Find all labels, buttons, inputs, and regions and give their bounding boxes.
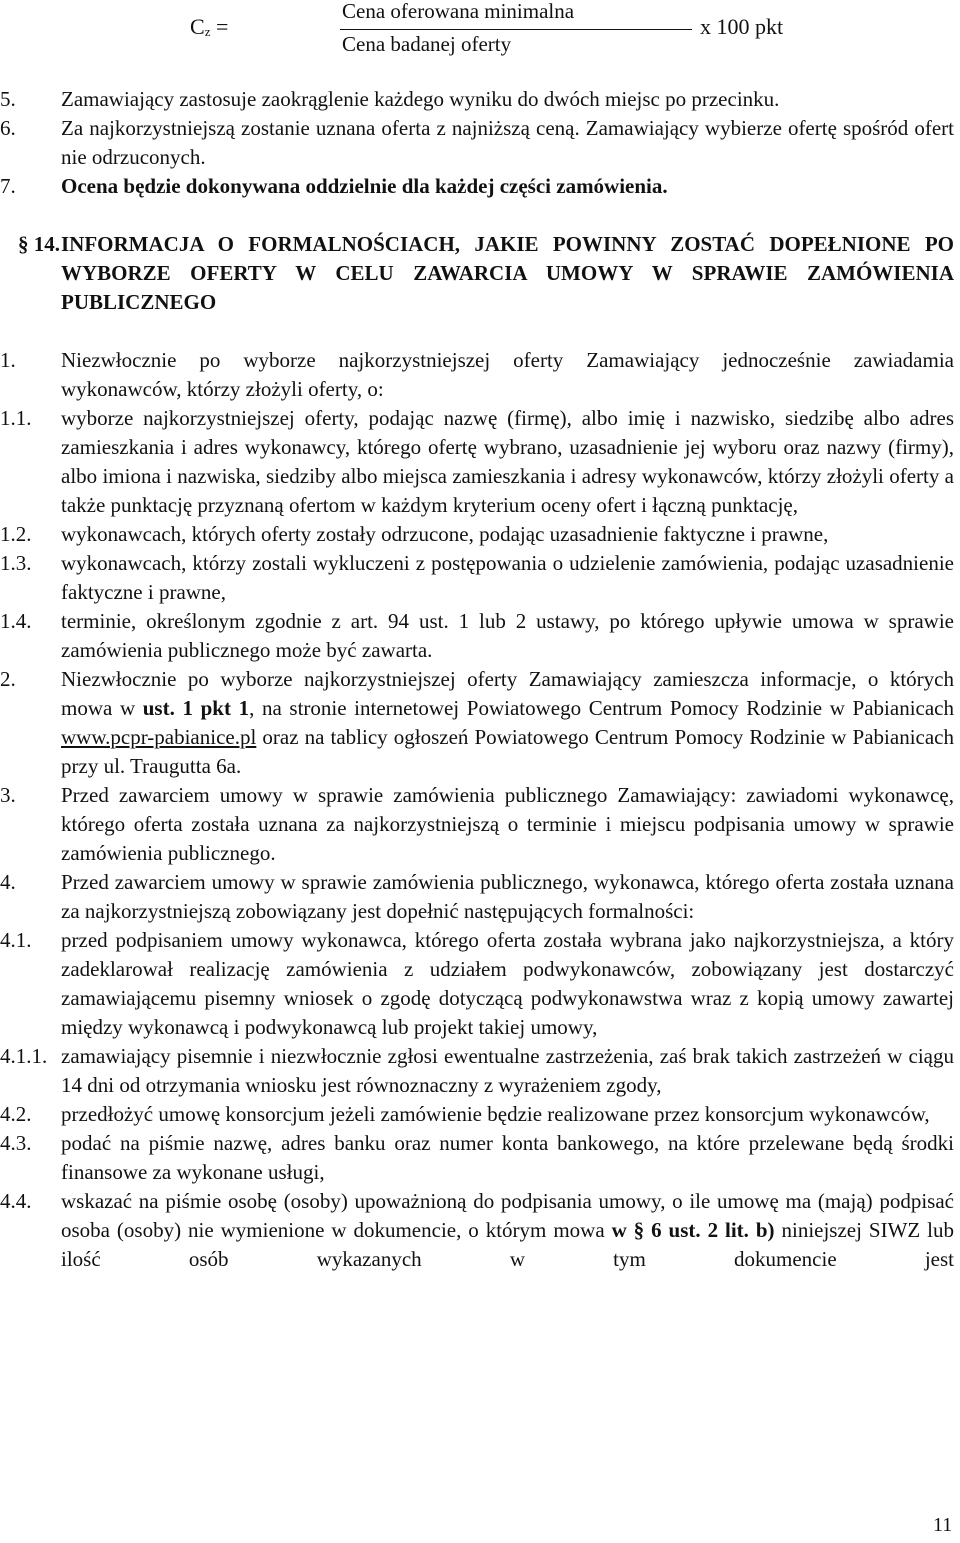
item-text: wyborze najkorzystniejszej oferty, podając nazwę (firmę), albo imię i nazwisko, siedzibę albo adres zamieszkania i adres wykonawcy, którego ofertę wybrano, uzasadnienie jej wyboru oraz nazwy (firmy), albo imiona i nazwiska, siedziby albo miejsca zamieszkania i adresy wykonawców, którzy złożyli oferty a także punktację przyznaną ofertom w każdym kryterium oceny ofert i łączną punktację, [61, 406, 954, 517]
item-number: 7. [0, 174, 16, 198]
item-text: przed podpisaniem umowy wykonawca, którego oferta została wybrana jako najkorzystniejsza, a który zadeklarował realizację zamówienia z udziałem podwykonawców, zobowiązany jest dostarczyć zamawiającemu pisemny wniosek o zgodę dotyczącą podwykonawstwa wraz z kopią umowy zawartej między wykonawcą i podwykonawcą lub projekt takiej umowy, [61, 928, 954, 1039]
list-item [0, 520, 960, 549]
item-number: 5. [0, 87, 16, 111]
item-text: wykonawcach, których oferty zostały odrzucone, podając uzasadnienie faktyczne i prawne, [61, 522, 829, 546]
item-number: 6. [0, 116, 16, 140]
formula-numerator: Cena oferowana minimalna [342, 0, 575, 23]
section-number: § 14. [18, 232, 60, 256]
item-text: zamawiający pisemnie i niezwłocznie zgłosi ewentualne zastrzeżenia, zaś brak takich zastrzeżeń w ciągu 14 dni od otrzymania wniosku jest równoznaczny z wyrażeniem zgody, [61, 1044, 954, 1097]
item-text: Ocena będzie dokonywana oddzielnie dla każdej części zamówienia. [61, 174, 668, 198]
item-number: 1.1. [0, 406, 32, 430]
formula-subscript: z [204, 24, 211, 39]
page-number: 11 [933, 1514, 953, 1536]
item-text [61, 665, 954, 781]
list-item [0, 172, 960, 201]
list-item [0, 114, 960, 172]
item-number: 4. [0, 870, 16, 894]
items-top-list [0, 85, 960, 201]
list-item [0, 1042, 960, 1100]
list-item [0, 549, 960, 607]
section-heading [0, 230, 960, 317]
item-number: 1. [0, 348, 16, 372]
formula-denominator: Cena badanej oferty [342, 32, 512, 56]
item-number: 2. [0, 667, 16, 691]
item-number: 1.3. [0, 551, 32, 575]
list-item [0, 1187, 960, 1274]
text-run: , na stronie internetowej Powiatowego Centrum Pomocy Rodzinie w Pabianicach [249, 696, 954, 720]
website-link[interactable]: www.pcpr-pabianice.pl [61, 725, 257, 749]
item-text [61, 1187, 954, 1274]
text-run: oraz na tablicy ogłoszeń Powiatowego Centrum Pomocy Rodzinie w Pabianicach przy ul. Traugutta 6a. [61, 725, 954, 778]
formula-multiplier: x 100 pkt [700, 14, 784, 39]
item-text: wykonawcach, którzy zostali wykluczeni z postępowania o udzielenie zamówienia, podając uzasadnienie faktyczne i prawne, [61, 551, 954, 604]
item-text: podać na piśmie nazwę, adres banku oraz numer konta bankowego, na które przelewane będą środki finansowe za wykonane usługi, [61, 1131, 954, 1184]
items-list [0, 346, 960, 1274]
list-item [0, 1100, 960, 1129]
list-item [0, 665, 960, 781]
list-item [0, 868, 960, 926]
bold-reference: w § 6 ust. 2 lit. b) [611, 1218, 775, 1242]
list-item [0, 404, 960, 520]
item-text: Przed zawarciem umowy w sprawie zamówienia publicznego Zamawiający: zawiadomi wykonawcę, którego oferta została uznana za najkorzystniejszą o terminie i miejscu podpisania umowy w sprawie zamówienia publicznego. [61, 783, 954, 865]
bold-reference: ust. 1 pkt 1 [142, 696, 250, 720]
item-number: 4.1. [0, 928, 32, 952]
list-item [0, 781, 960, 868]
score-formula [0, 0, 960, 60]
item-text: terminie, określonym zgodnie z art. 94 ust. 1 lub 2 ustawy, po którego upływie umowa w sprawie zamówienia publicznego może być zawarta. [61, 609, 954, 662]
item-number: 4.3. [0, 1131, 32, 1155]
list-item [0, 85, 960, 114]
item-text: przedłożyć umowę konsorcjum jeżeli zamówienie będzie realizowane przez konsorcjum wykonawców, [61, 1102, 930, 1126]
list-item [0, 607, 960, 665]
text-run: Niezwłocznie po wyborze najkorzystniejszej oferty Zamawiający zamieszcza informacje, o których mowa w [61, 667, 954, 720]
item-number: 1.2. [0, 522, 32, 546]
item-text: Przed zawarciem umowy w sprawie zamówienia publicznego, wykonawca, którego oferta została uznana za najkorzystniejszą zobowiązany jest dopełnić następujących formalności: [61, 870, 954, 923]
list-item [0, 1129, 960, 1187]
list-item [0, 926, 960, 1042]
item-number: 3. [0, 783, 16, 807]
formula-lhs [190, 12, 228, 46]
item-text: Zamawiający zastosuje zaokrąglenie każdego wyniku do dwóch miejsc po przecinku. [61, 87, 780, 111]
formula-symbol: C [190, 14, 205, 39]
item-number: 1.4. [0, 609, 32, 633]
item-number: 4.1.1. [0, 1044, 48, 1068]
section-14 [0, 230, 960, 317]
item-number: 4.4. [0, 1189, 32, 1213]
item-text: Niezwłocznie po wyborze najkorzystniejszej oferty Zamawiający jednocześnie zawiadamia wykonawców, którzy złożyli oferty, o: [61, 348, 954, 401]
list-item [0, 346, 960, 404]
formula-equals: = [215, 14, 229, 39]
item-number: 4.2. [0, 1102, 32, 1126]
section-title: INFORMACJA O FORMALNOŚCIACH, JAKIE POWINNY ZOSTAĆ DOPEŁNIONE PO WYBORZE OFERTY W CELU ZAWARCIA UMOWY W SPRAWIE ZAMÓWIENIA PUBLICZNEGO [61, 232, 954, 314]
item-text: Za najkorzystniejszą zostanie uznana oferta z najniższą ceną. Zamawiający wybierze ofertę spośród ofert nie odrzuconych. [61, 116, 954, 169]
text-run: niniejszej SIWZ lub ilość osób wykazanych w tym dokumencie jest [61, 1218, 954, 1271]
text-run: wskazać na piśmie osobę (osoby) upoważnioną do podpisania umowy, o ile umowę ma (mają) podpisać osoba (osoby) nie wymienione w dokumencie, o którym mowa [61, 1189, 954, 1242]
